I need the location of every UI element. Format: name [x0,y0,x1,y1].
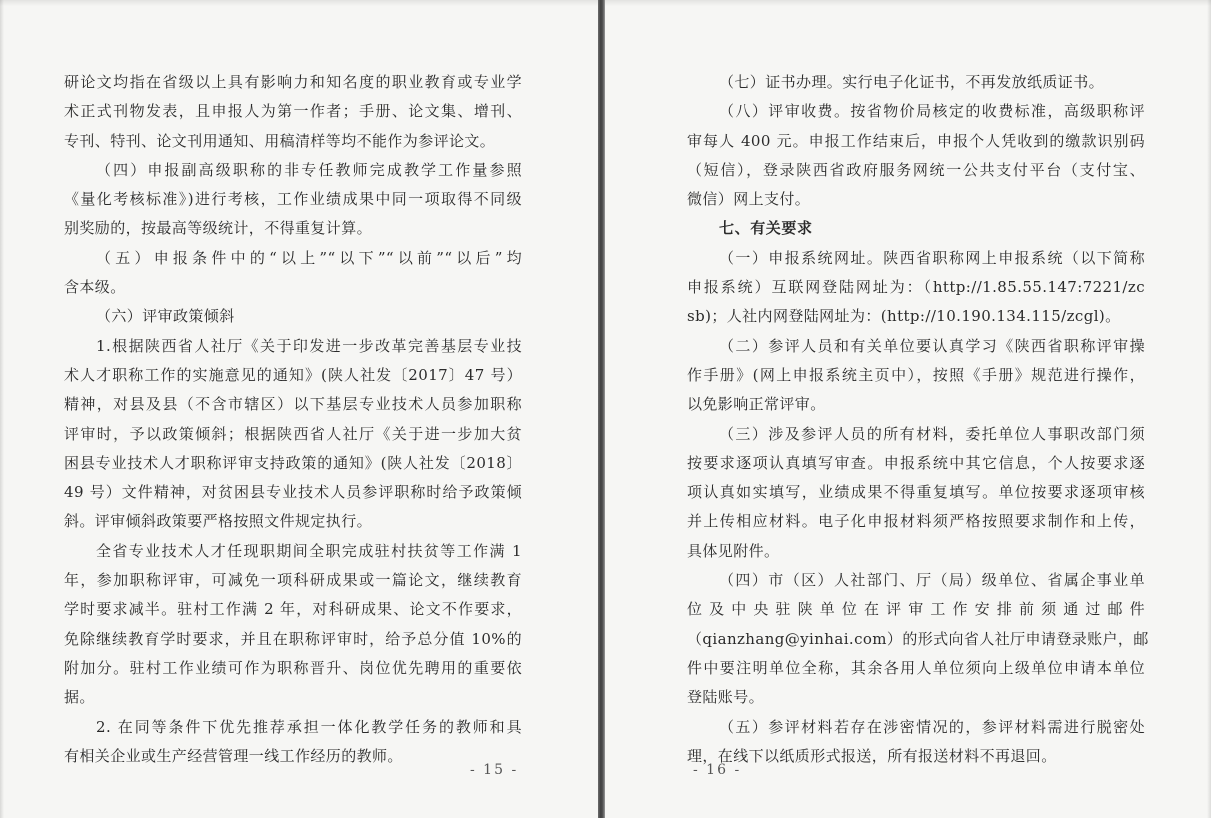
paragraph-line: （三）涉及参评人员的所有材料，委托单位人事职改部门须 [719,424,1145,443]
paragraph-line: 全省专业技术人才任现职期间全职完成驻村扶贫等工作满 1 [96,541,522,560]
paragraph-line: 理，在线下以纸质形式报送，所有报送材料不再退回。 [687,746,1057,765]
paragraph-line: 位及中央驻陕单位在评审工作安排前须通过邮件 [687,600,1145,619]
paragraph-line: 专刊、特刊、论文刊用通知、用稿清样等均不能作为参评论文。 [64,131,496,150]
paragraph-line: 术人才职称工作的实施意见的通知》(陕人社发〔2017〕47 号） [64,365,522,384]
paragraph-line: 免除继续教育学时要求，并且在职称评审时，给予总分值 10%的 [64,629,522,648]
paragraph-line: 并上传相应材料。电子化申报材料须严格按照要求制作和上传， [687,512,1145,531]
paragraph-line: （八）评审收费。按省物价局核定的收费标准，高级职称评 [719,102,1145,121]
paragraph-line: 登陆账号。 [687,688,765,707]
paragraph-line: （二）参评人员和有关单位要认真学习《陕西省职称评审操 [719,336,1145,355]
paragraph-line: （qianzhang@yinhai.com）的形式向省人社厅申请登录账户，邮 [687,629,1149,648]
page-number: - 16 - [693,762,742,778]
paragraph-line: sb)；人社内网登陆网址为：(http://10.190.134.115/zcgl)。 [687,307,1121,326]
section-heading: （六）评审政策倾斜 [96,307,235,326]
book-spine [598,0,605,818]
paragraph-line: 件中要注明单位全称，其余各用人单位须向上级单位申请本单位 [687,658,1145,677]
paragraph-line: 斜。评审倾斜政策要严格按照文件规定执行。 [64,512,373,531]
paragraph-line: 1.根据陕西省人社厅《关于印发进一步改革完善基层专业技 [96,336,522,355]
page-top-shadow [605,0,1211,6]
paragraph-line: （五）申报条件中的“以上”“以下”“以前”“以后”均 [96,248,522,267]
paragraph-line: 项认真如实填写，业绩成果不得重复填写。单位按要求逐项审核 [687,483,1145,502]
paragraph-line: （四）市（区）人社部门、厅（局）级单位、省属企事业单 [719,571,1145,590]
paragraph-line: （五）参评材料若存在涉密情况的，参评材料需进行脱密处 [719,717,1145,736]
paragraph-line: 有相关企业或生产经营管理一线工作经历的教师。 [64,746,403,765]
paragraph-line: 申报系统）互联网登陆网址为：（http://1.85.55.147:7221/zc [687,278,1145,297]
paragraph-line: 具体见附件。 [687,541,780,560]
paragraph-line: 《量化考核标准》)进行考核，工作业绩成果中同一项取得不同级 [64,190,522,209]
paragraph-line: （短信），登录陕西省政府服务网统一公共支付平台（支付宝、 [687,160,1145,179]
paragraph-line: 别奖励的，按最高等级统计，不得重复计算。 [64,219,373,238]
paragraph-line: 49 号）文件精神，对贫困县专业技术人员参评职称时给予政策倾 [64,483,522,502]
left-page-body [64,68,522,771]
paragraph-line: 审每人 400 元。申报工作结束后，申报个人凭收到的缴款识别码 [687,131,1145,150]
paragraph-line: 术正式刊物发表，且申报人为第一作者；手册、论文集、增刊、 [64,102,522,121]
paragraph-line: （七）证书办理。实行电子化证书，不再发放纸质证书。 [719,73,1105,91]
paragraph-line: 作手册》(网上申报系统主页中），按照《手册》规范进行操作， [687,365,1145,384]
paragraph-line: 精神，对县及县（不含市辖区）以下基层专业技术人员参加职称 [64,395,522,414]
paragraph-line: 学时要求减半。驻村工作满 2 年，对科研成果、论文不作要求， [64,600,522,619]
right-page [605,0,1211,818]
page-top-shadow [0,0,598,6]
section-heading: 七、有关要求 [719,219,813,238]
paragraph-line: 年，参加职称评审，可减免一项科研成果或一篇论文，继续教育 [64,571,522,590]
paragraph-line: 以免影响正常评审。 [687,395,826,414]
right-page-edge [1207,0,1211,818]
right-page-body [687,68,1149,771]
paragraph-line: （四）申报副高级职称的非专任教师完成教学工作量参照 [96,160,522,179]
paragraph-line: 2. 在同等条件下优先推荐承担一体化教学任务的教师和具 [96,717,522,736]
paragraph-line: 按要求逐项认真填写审查。申报系统中其它信息，个人按要求逐 [687,453,1145,472]
left-page [0,0,598,818]
left-page-edge [0,0,4,818]
paragraph-line: 困县专业技术人才职称评审支持政策的通知》(陕人社发〔2018〕 [64,453,522,472]
paragraph-line: 附加分。驻村工作业绩可作为职称晋升、岗位优先聘用的重要依 [64,658,522,677]
paragraph-line: 研论文均指在省级以上具有影响力和知名度的职业教育或专业学 [64,73,522,91]
page-number: - 15 - [470,762,519,778]
paragraph-line: （一）申报系统网址。陕西省职称网上申报系统（以下简称 [719,248,1145,267]
paragraph-line: 微信）网上支付。 [687,190,811,209]
paragraph-line: 据。 [64,688,95,707]
paragraph-line: 评审时，予以政策倾斜；根据陕西省人社厅《关于进一步加大贫 [64,424,522,443]
paragraph-line: 含本级。 [64,278,126,297]
